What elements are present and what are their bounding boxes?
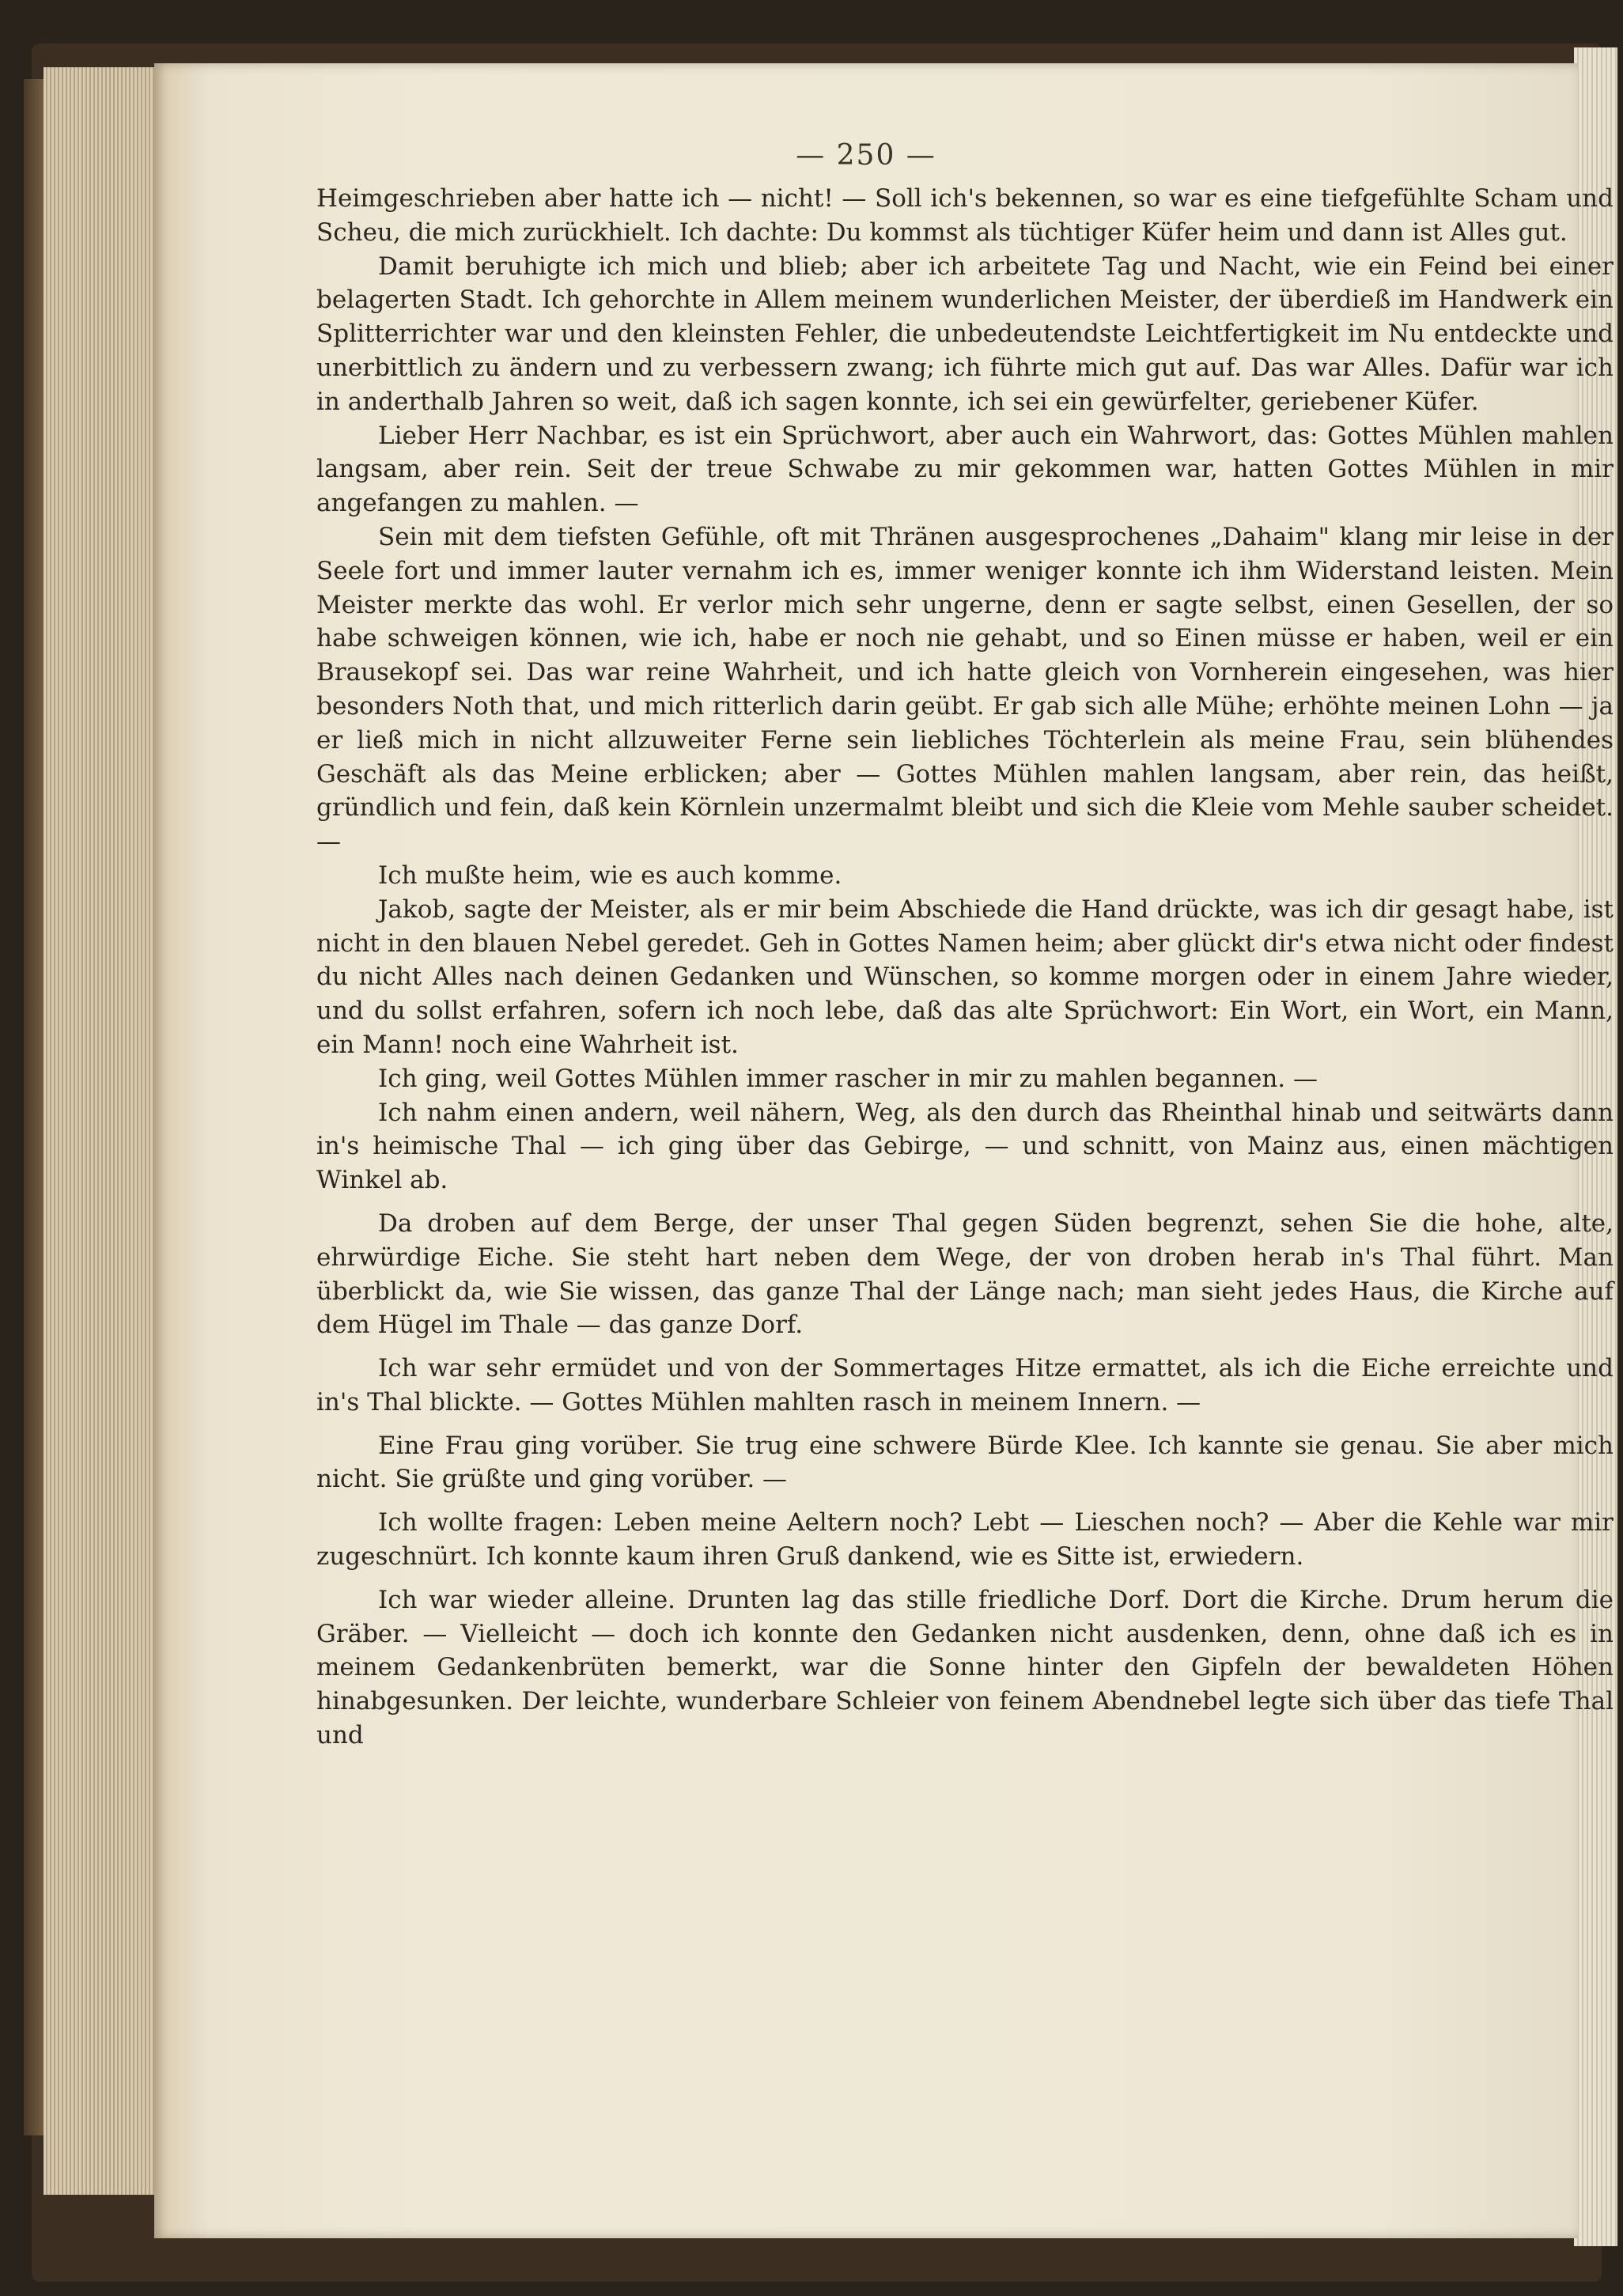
- paragraph: Heimgeschrieben aber hatte ich — nicht! — Soll ich's bekennen, so war es eine tiefgefühlte Scham und Scheu, die mich zurückhielt. Ich dachte: Du kommst als tüchtiger Küfer heim und dann ist Alles gut.: [316, 184, 1614, 247]
- body-text: [316, 182, 1614, 1753]
- page-number: — 250 —: [796, 139, 936, 172]
- paragraph: Ich ging, weil Gottes Mühlen immer rascher in mir zu mahlen begannen. —: [378, 1064, 1318, 1093]
- paragraph: Ich war wieder alleine. Drunten lag das stille friedliche Dorf. Dort die Kirche. Drum herum die Gräber. — Vielleicht — doch ich konnte den Gedanken nicht ausdenken, denn, ohne daß ich es in meinem Gedankenbrüten bemerkt, war die Sonne hinter den Gipfeln der bewaldeten Höhen hinabgesunken. Der leichte, wunderbare Schleier von feinem Abendnebel legte sich über das tiefe Thal und: [316, 1585, 1614, 1750]
- left-page-stack: [44, 67, 162, 2195]
- paragraph: Ich wollte fragen: Leben meine Aeltern noch? Lebt — Lieschen noch? — Aber die Kehle war mir zugeschnürt. Ich konnte kaum ihren Gruß dankend, wie es Sitte ist, erwiedern.: [316, 1508, 1614, 1572]
- paragraph: Damit beruhigte ich mich und blieb; aber ich arbeitete Tag und Nacht, wie ein Feind bei einer belagerten Stadt. Ich gehorchte in Allem meinem wunderlichen Meister, der überdieß im Handwerk ein Splitterrichter war und den kleinsten Fehler, die unbedeutendste Leichtfertigkeit im Nu entdeckte und unerbittlich zu ändern und zu verbessern zwang; ich führte mich gut auf. Das war Alles. Dafür war ich in anderthalb Jahren so weit, daß ich sagen konnte, ich sei ein gewürfelter, geriebener Küfer.: [316, 252, 1614, 416]
- paragraph: Eine Frau ging vorüber. Sie trug eine schwere Bürde Klee. Ich kannte sie genau. Sie aber mich nicht. Sie grüßte und ging vorüber. —: [316, 1431, 1614, 1494]
- paragraph: Ich mußte heim, wie es auch komme.: [378, 861, 842, 890]
- paragraph: Ich nahm einen andern, weil nähern, Weg, als den durch das Rheinthal hinab und seitwärts dann in's heimische Thal — ich ging über das Gebirge, — und schnitt, von Mainz aus, einen mächtigen Winkel ab.: [316, 1098, 1614, 1195]
- paragraph: Lieber Herr Nachbar, es ist ein Sprüchwort, aber auch ein Wahrwort, das: Gottes Mühlen mahlen langsam, aber rein. Seit der treue Schwabe zu mir gekommen war, hatten Gottes Mühlen in mir angefangen zu mahlen. —: [316, 421, 1614, 518]
- paragraph: Sein mit dem tiefsten Gefühle, oft mit Thränen ausgesprochenes „Dahaim" klang mir leise in der Seele fort und immer lauter vernahm ich es, immer weniger konnte ich ihm Widerstand leisten. Mein Meister merkte das wohl. Er verlor mich sehr ungerne, denn er sagte selbst, einen Gesellen, der so habe schweigen können, wie ich, habe er noch nie gehabt, und so Einen müsse er haben, weil er ein Brausekopf sei. Das war reine Wahrheit, und ich hatte gleich von Vornherein eingesehen, was hier besonders Noth that, und mich ritterlich darin geübt. Er gab sich alle Mühe; erhöhte meinen Lohn — ja er ließ mich in nicht allzuweiter Ferne sein liebliches Töchterlein als meine Frau, sein blühendes Geschäft als das Meine erblicken; aber — Gottes Mühlen mahlen langsam, aber rein, das heißt, gründlich und fein, daß kein Körnlein unzermalmt bleibt und sich die Kleie vom Mehle sauber scheidet. —: [316, 522, 1614, 857]
- paragraph: Da droben auf dem Berge, der unser Thal gegen Süden begrenzt, sehen Sie die hohe, alte, ehrwürdige Eiche. Sie steht hart neben dem Wege, der von droben herab in's Thal führt. Man überblickt da, wie Sie wissen, das ganze Thal der Länge nach; man sieht jedes Haus, die Kirche auf dem Hügel im Thale — das ganze Dorf.: [316, 1209, 1614, 1340]
- book-page: [154, 63, 1614, 2238]
- paragraph: Ich war sehr ermüdet und von der Sommertages Hitze ermattet, als ich die Eiche erreichte und in's Thal blickte. — Gottes Mühlen mahlten rasch in meinem Innern. —: [316, 1354, 1614, 1417]
- paragraph: Jakob, sagte der Meister, als er mir beim Abschiede die Hand drückte, was ich dir gesagt habe, ist nicht in den blauen Nebel geredet. Geh in Gottes Namen heim; aber glückt dir's etwa nicht oder findest du nicht Alles nach deinen Gedanken und Wünschen, so komme morgen oder in einem Jahre wieder, und du sollst erfahren, sofern ich noch lebe, daß das alte Sprüchwort: Ein Wort, ein Wort, ein Mann, ein Mann! noch eine Wahrheit ist.: [316, 895, 1614, 1059]
